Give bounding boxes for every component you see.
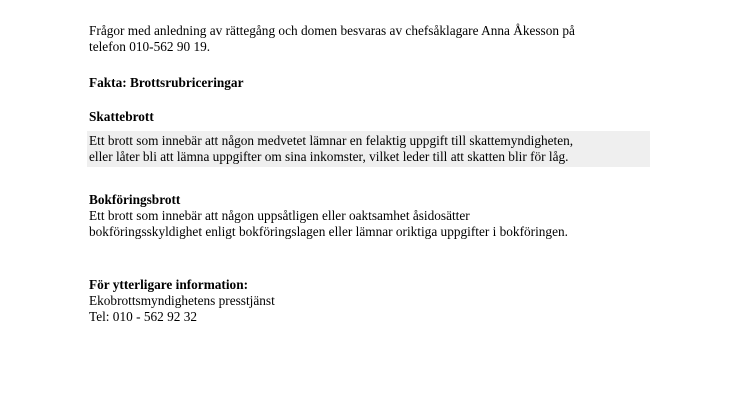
- contact-section: [89, 277, 659, 325]
- bookkeeping-crime-line-1: Ett brott som innebär att någon uppsåtligen eller oaktsamhet åsidosätter: [89, 208, 470, 223]
- bookkeeping-crime-heading: Bokföringsbrott: [89, 192, 181, 207]
- bookkeeping-crime-line-2: bokföringsskyldighet enligt bokföringslagen eller lämnar oriktiga uppgifter i bokföringen.: [89, 224, 568, 239]
- intro-paragraph: [89, 23, 659, 55]
- contact-heading: För ytterligare information:: [89, 277, 249, 292]
- tax-crime-line-1: Ett brott som innebär att någon medvetet lämnar en felaktig uppgift till skattemyndigheten,: [89, 133, 574, 148]
- facts-heading: Fakta: Brottsrubriceringar: [89, 75, 244, 90]
- contact-phone: Tel: 010 - 562 92 32: [89, 309, 198, 324]
- contact-org: Ekobrottsmyndighetens presstjänst: [89, 293, 275, 308]
- intro-line-2: telefon 010-562 90 19.: [89, 39, 211, 54]
- intro-line-1: Frågor med anledning av rättegång och domen besvaras av chefsåklagare Anna Åkesson på: [89, 23, 575, 38]
- tax-crime-heading: Skattebrott: [89, 109, 154, 124]
- tax-crime-line-2: eller låter bli att lämna uppgifter om sina inkomster, vilket leder till att skatten blir för låg.: [89, 149, 569, 164]
- tax-crime-definition: [89, 133, 659, 165]
- bookkeeping-crime-section: [89, 192, 659, 240]
